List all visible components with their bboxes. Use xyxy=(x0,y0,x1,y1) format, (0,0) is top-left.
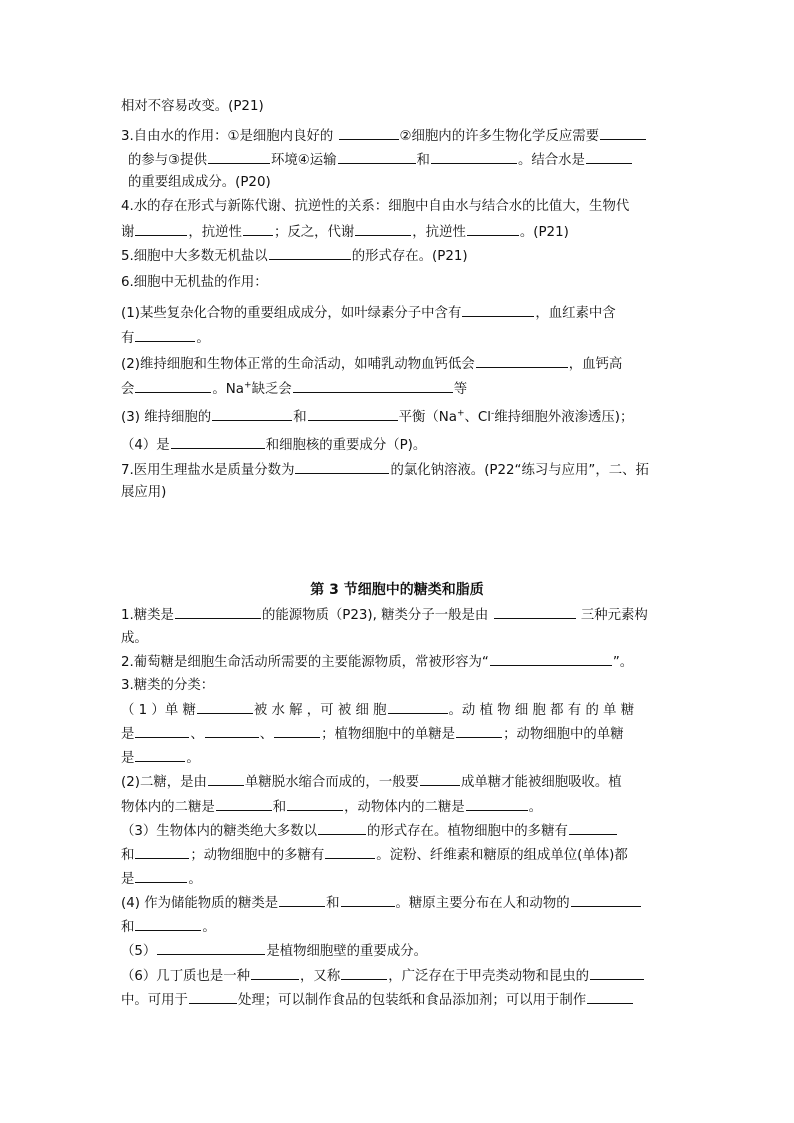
blank[interactable] xyxy=(308,407,398,421)
text: 是 xyxy=(121,751,135,766)
text: ；植物细胞中的单糖是 xyxy=(321,727,456,742)
blank[interactable] xyxy=(279,893,325,907)
blank[interactable] xyxy=(274,724,320,738)
text: ，动物体内的二糖是 xyxy=(344,800,465,815)
text: 和 xyxy=(121,920,135,935)
blank[interactable] xyxy=(208,150,270,164)
text: 和 xyxy=(272,800,287,815)
text: 有 xyxy=(121,331,135,346)
text: 。糖原主要分布在人和动物的 xyxy=(395,896,570,911)
text-line xyxy=(121,630,681,648)
blank[interactable] xyxy=(338,150,416,164)
text: （6）几丁质也是一种 xyxy=(121,969,251,984)
text: 。 xyxy=(186,751,200,766)
blank[interactable] xyxy=(325,845,375,859)
blank[interactable] xyxy=(590,966,644,980)
text: （ 1 ）单 糖 xyxy=(121,703,196,718)
text: 物体内的二糖是 xyxy=(121,800,215,815)
text: (2)维持细胞和生物体正常的生命活动，如哺乳动物血钙低会 xyxy=(121,357,475,372)
text: 和 xyxy=(326,896,340,911)
text-line xyxy=(121,917,681,937)
blank[interactable] xyxy=(476,354,568,368)
blank[interactable] xyxy=(295,460,389,474)
blank[interactable] xyxy=(208,772,244,786)
blank[interactable] xyxy=(571,893,641,907)
text: 等 xyxy=(453,382,468,397)
text: 处理；可以制作食品的包装纸和食品添加剂；可以用于制作 xyxy=(237,993,587,1008)
question-6-salt-functions xyxy=(121,274,681,292)
text: 。淀粉、纤维素和糖原的组成单位(单体)都 xyxy=(376,848,628,863)
text-line xyxy=(121,435,681,455)
text: ，又称 xyxy=(300,969,341,984)
text: 和 xyxy=(416,153,430,168)
text-line xyxy=(128,174,688,192)
text: （3）生物体内的糖类绝大多数以 xyxy=(121,824,317,839)
text: 相对不容易改变。(P21) xyxy=(121,99,264,114)
text: 展应用) xyxy=(121,485,167,500)
blank[interactable] xyxy=(339,126,399,140)
blank[interactable] xyxy=(216,797,272,811)
text: 。 xyxy=(202,920,216,935)
blank[interactable] xyxy=(494,605,576,619)
text: 、 xyxy=(259,727,274,742)
text: 6.细胞中无机盐的作用： xyxy=(121,275,268,290)
blank[interactable] xyxy=(135,917,201,931)
text: (2)二糖，是由 xyxy=(121,775,207,790)
text: 是 xyxy=(121,727,135,742)
text-line xyxy=(121,821,681,841)
text: 3.糖类的分类： xyxy=(121,678,215,693)
text-line xyxy=(121,845,681,865)
text: 的能源物质（P23), 糖类分子一般是由 xyxy=(261,608,489,623)
blank[interactable] xyxy=(341,966,387,980)
text-line xyxy=(121,893,681,913)
text: 。结合水是 xyxy=(517,153,585,168)
question-4-water-forms xyxy=(121,198,681,216)
text: 的重要组成成分。(P20) xyxy=(128,175,271,190)
s2-question-1 xyxy=(121,605,681,625)
text: (3) 维持细胞的 xyxy=(121,410,212,425)
blank[interactable] xyxy=(157,941,265,955)
text-line xyxy=(121,328,681,348)
text: 成。 xyxy=(121,631,148,646)
text-line xyxy=(121,797,681,817)
blank[interactable] xyxy=(600,126,646,140)
text: 和 xyxy=(121,848,135,863)
text: 平衡（Na xyxy=(398,410,457,425)
text-line xyxy=(121,98,681,116)
blank[interactable] xyxy=(269,246,351,260)
blank[interactable] xyxy=(420,772,460,786)
text: 1.糖类是 xyxy=(121,608,174,623)
s2-question-3 xyxy=(121,677,681,695)
question-5-inorganic-salts xyxy=(121,246,681,266)
blank[interactable] xyxy=(135,222,187,236)
blank[interactable] xyxy=(318,821,366,835)
text: 三种元素构 xyxy=(580,608,648,623)
blank[interactable] xyxy=(135,845,189,859)
text: 。动 植 物 细 胞 都 有 的 单 糖 xyxy=(448,703,635,718)
text-line xyxy=(121,484,681,502)
question-7-saline xyxy=(121,460,681,480)
text: （4）是 xyxy=(121,438,170,453)
blank[interactable] xyxy=(205,724,259,738)
text-line xyxy=(121,748,681,768)
text: ”。 xyxy=(612,655,634,670)
blank[interactable] xyxy=(171,435,265,449)
text: 。 xyxy=(188,872,202,887)
blank[interactable] xyxy=(197,700,253,714)
text-line xyxy=(128,150,688,170)
text-line: (3) 维持细胞的 和 平衡（Na+、Cl-维持细胞外液渗透压)； xyxy=(121,408,634,425)
blank[interactable] xyxy=(135,328,195,342)
text: 7.医用生理盐水是质量分数为 xyxy=(121,463,295,478)
text: 3.自由水的作用：①是细胞内良好的 xyxy=(121,129,334,144)
blank[interactable] xyxy=(462,303,534,317)
blank[interactable] xyxy=(569,821,617,835)
text: 是植物细胞壁的重要成分。 xyxy=(266,944,427,959)
text: 、 xyxy=(190,727,204,742)
text: ②细胞内的许多生物化学反应需要 xyxy=(399,129,599,144)
blank[interactable] xyxy=(189,990,237,1004)
text: 的形式存在。植物细胞中的多糖有 xyxy=(367,824,568,839)
text: 5.细胞中大多数无机盐以 xyxy=(121,249,268,264)
text: 。 xyxy=(196,331,210,346)
text: 是 xyxy=(121,872,135,887)
blank[interactable] xyxy=(135,379,211,393)
text: ，抗逆性 xyxy=(412,225,466,240)
text: 和细胞核的重要成分（P)。 xyxy=(265,438,427,453)
blank[interactable] xyxy=(490,652,612,666)
text: 成单糖才能被细胞吸收。植 xyxy=(461,775,622,790)
section-title: 第 3 节细胞中的糖类和脂质 xyxy=(310,582,484,598)
blank[interactable] xyxy=(341,893,395,907)
text-line: 会 。Na+缺乏会 等 xyxy=(121,380,468,397)
text: ，血红素中含 xyxy=(535,306,616,321)
blank[interactable] xyxy=(135,724,189,738)
text: ；动物细胞中的多糖有 xyxy=(190,848,325,863)
blank[interactable] xyxy=(175,605,261,619)
text: 中。可用于 xyxy=(121,993,188,1008)
text: 的氯化钠溶液。(P22“练习与应用”，二、拓 xyxy=(390,463,649,478)
text: 4.水的存在形式与新陈代谢、抗逆性的关系：细胞中自由水与结合水的比值大，生物代 xyxy=(121,199,630,214)
text: 。(P21) xyxy=(519,225,569,240)
text: ；动物细胞中的单糖 xyxy=(503,727,624,742)
text: 。 xyxy=(528,800,543,815)
text: 的形式存在。(P21) xyxy=(351,249,468,264)
text: ，广泛存在于甲壳类动物和昆虫的 xyxy=(388,969,590,984)
blank[interactable] xyxy=(293,379,453,393)
text: 2.葡萄糖是细胞生命活动所需要的主要能源物质，常被形容为“ xyxy=(121,655,489,670)
text: 的参与③提供 xyxy=(128,153,207,168)
text-line xyxy=(121,303,681,323)
text-line xyxy=(121,700,681,720)
blank[interactable] xyxy=(251,966,299,980)
text: 谢 xyxy=(121,225,135,240)
blank[interactable] xyxy=(586,150,632,164)
text: 、Cl xyxy=(464,410,491,425)
text: (4) 作为储能物质的糖类是 xyxy=(121,896,279,911)
blank[interactable] xyxy=(467,222,519,236)
blank[interactable] xyxy=(431,150,517,164)
blank[interactable] xyxy=(212,407,292,421)
blank[interactable] xyxy=(456,724,502,738)
blank[interactable] xyxy=(388,700,448,714)
text: 会 xyxy=(121,382,135,397)
text: (1)某些复杂化合物的重要组成成分，如叶绿素分子中含有 xyxy=(121,306,462,321)
text: 缺乏会 xyxy=(251,382,292,397)
text: 和 xyxy=(293,410,307,425)
text: （5） xyxy=(121,944,157,959)
text-line xyxy=(121,354,681,374)
blank[interactable] xyxy=(587,990,633,1004)
blank[interactable] xyxy=(135,869,187,883)
text-line xyxy=(121,966,681,986)
text-line xyxy=(121,869,681,889)
text-line xyxy=(121,990,681,1010)
text-line xyxy=(121,222,681,242)
blank[interactable] xyxy=(355,222,411,236)
blank[interactable] xyxy=(287,797,343,811)
blank[interactable] xyxy=(135,748,185,762)
text: 单糖脱水缩合而成的，一般要 xyxy=(244,775,419,790)
blank[interactable] xyxy=(466,797,528,811)
text: 维持细胞外液渗透压)； xyxy=(494,410,634,425)
text: 环境④运输 xyxy=(270,153,337,168)
text: ，抗逆性 xyxy=(188,225,242,240)
text: 被 水 解 ，可 被 细 胞 xyxy=(253,703,387,718)
text: ，血钙高 xyxy=(568,357,623,372)
text-line xyxy=(121,772,681,792)
blank[interactable] xyxy=(243,222,273,236)
s2-question-2 xyxy=(121,652,681,672)
question-3-free-water xyxy=(121,126,681,146)
text: ；反之，代谢 xyxy=(273,225,355,240)
text: 。Na xyxy=(212,382,245,397)
text-line xyxy=(121,724,681,744)
text-line xyxy=(121,941,681,961)
